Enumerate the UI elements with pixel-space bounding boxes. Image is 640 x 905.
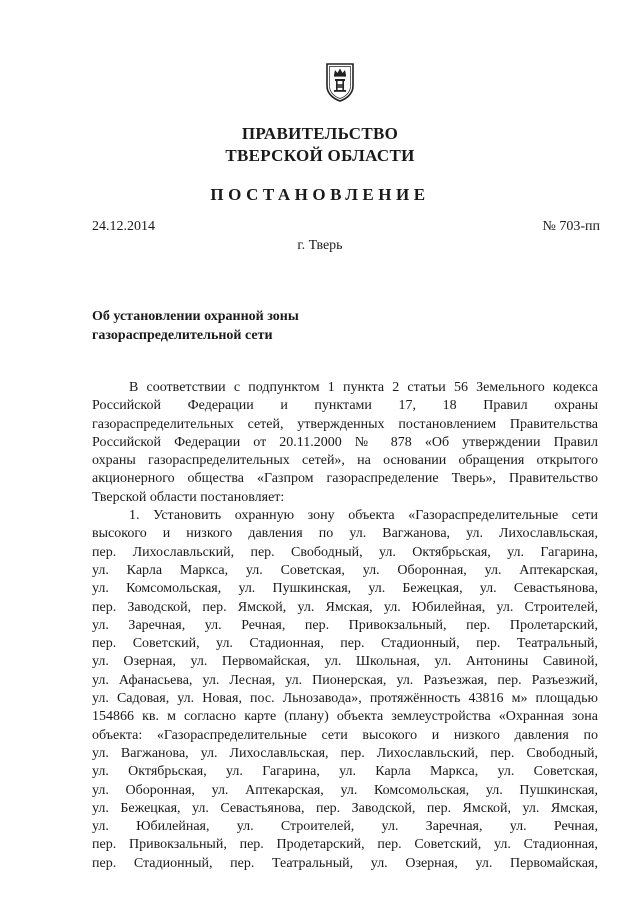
body-line: охраны газораспределительных сетей», на основании обращения открытого [92,453,598,469]
body-line: Российской Федерации от 20.11.2000 № 878 «Об утверждении Правил [92,434,598,450]
document-date: 24.12.2014 [92,219,155,234]
body-line: пер. Советский, ул. Стадионная, пер. Стадионный, пер. Театральный, [92,636,598,652]
subject-line: газораспределительной сети [92,328,273,343]
body-line: Тверской области постановляет: [92,489,285,505]
body-line: ул. Карла Маркса, ул. Советская, ул. Оборонная, ул. Аптекарская, [92,562,598,578]
body-line: ул. Бежецкая, ул. Севастьянова, пер. Заводской, пер. Ямской, ул. Ямская, [92,800,598,816]
body-line: пер. Лихославльский, пер. Свободный, ул. Октябрьская, ул. Гагарина, [92,544,598,560]
body-line: пер. Заводской, пер. Ямской, ул. Ямская, ул. Юбилейная, ул. Строителей, [92,599,598,615]
government-name-line2: ТВЕРСКОЙ ОБЛАСТИ [225,146,415,165]
body-line: акционерного общества «Газпром газораспределение Тверь», Правительство [92,471,598,487]
body-line: пер. Привокзальный, пер. Продетарский, пер. Советский, ул. Стадионная, [92,837,598,853]
document-type: ПОСТАНОВЛЕНИЕ [210,185,430,204]
body-line: 1. Установить охранную зону объекта «Газораспределительные сети [129,508,598,524]
document-city: г. Тверь [297,238,343,253]
document-body [92,379,598,873]
coat-of-arms-icon [325,62,355,102]
body-line: ул. Оборонная, ул. Аптекарская, ул. Комсомольская, ул. Пушкинская, [92,782,598,798]
body-line: пер. Стадионный, пер. Театральный, ул. Озерная, ул. Первомайская, [92,855,598,871]
body-line: ул. Октябрьская, ул. Гагарина, ул. Карла Маркса, ул. Советская, [92,764,598,780]
document-number: № 703-пп [542,219,600,234]
body-line: ул. Комсомольская, ул. Пушкинская, ул. Бежецкая, ул. Севастьянова, [92,581,598,597]
body-line: ул. Садовая, ул. Новая, пос. Льнозавода», протяжённость 43816 м» площадью [92,691,598,707]
government-name-line1: ПРАВИТЕЛЬСТВО [241,124,399,143]
subject-line: Об установлении охранной зоны [92,309,299,324]
body-line: высокого и низкого давления по ул. Вагжанова, ул. Лихославльская, [92,526,598,542]
body-line: ул. Афанасьева, ул. Лесная, ул. Пионерская, ул. Разъезжая, пер. Разъезжий, [92,672,598,688]
body-line: газораспределительных сетей, утвержденных постановлением Правительства [92,416,598,432]
body-line: В соответствии с подпунктом 1 пункта 2 статьи 56 Земельного кодекса [129,380,598,395]
document-subject [92,307,299,345]
body-line: Российской Федерации и пунктами 17, 18 Правил охраны [92,398,598,414]
body-line: ул. Заречная, ул. Речная, пер. Привокзальный, пер. Пролетарский, [92,617,598,633]
body-line: ул. Озерная, ул. Первомайская, ул. Школьная, ул. Антонины Савиной, [92,654,598,670]
body-line: 154866 кв. м согласно карте (плану) объекта землеустройства «Охранная зона [92,709,598,725]
body-line: объекта: «Газораспределительные сети высокого и низкого давления по [92,727,598,743]
body-line: ул. Вагжанова, ул. Лихославльская, пер. Лихославльский, пер. Свободный, [92,745,598,761]
body-line: ул. Юбилейная, ул. Строителей, ул. Заречная, ул. Речная, [92,819,598,835]
